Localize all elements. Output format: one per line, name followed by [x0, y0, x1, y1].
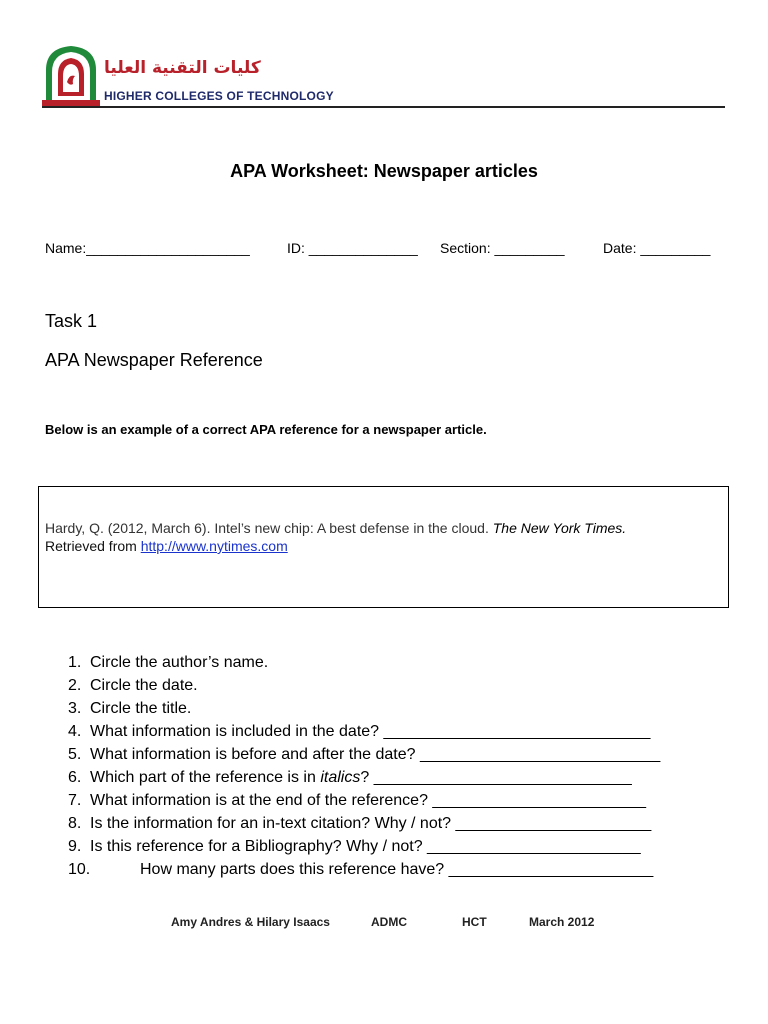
section-heading: APA Newspaper Reference — [45, 350, 263, 370]
task-heading: Task 1 — [45, 311, 98, 331]
reference-citation — [45, 520, 626, 536]
question-number: 3. — [68, 700, 82, 717]
footer-campus: ADMC — [371, 915, 407, 929]
question-item — [68, 700, 191, 718]
footer-date: March 2012 — [529, 915, 595, 929]
question-text: What information is before and after the date? ___________________________ — [90, 746, 661, 763]
date-field[interactable]: Date: _________ — [603, 240, 711, 256]
intro-text: Below is an example of a correct APA reference for a newspaper article. — [45, 422, 487, 437]
question-item — [68, 677, 198, 695]
question-item[interactable] — [68, 815, 651, 833]
question-text: Is this reference for a Bibliography? Why / not? ________________________ — [90, 838, 641, 855]
question-item[interactable] — [68, 723, 650, 741]
question-number: 6. — [68, 769, 82, 786]
footer-authors: Amy Andres & Hilary Isaacs — [171, 915, 330, 929]
question-number: 5. — [68, 746, 82, 763]
question-text: Circle the date. — [90, 677, 198, 694]
question-number: 4. — [68, 723, 82, 740]
question-text: Is the information for an in-text citation? Why / not? ______________________ — [90, 815, 652, 832]
question-item[interactable] — [68, 769, 632, 787]
question-number: 2. — [68, 677, 82, 694]
reference-link[interactable]: http://www.nytimes.com — [140, 538, 288, 554]
question-number: 1. — [68, 654, 82, 671]
footer-org: HCT — [462, 915, 487, 929]
question-text: What information is included in the date? ______________________________ — [90, 723, 651, 740]
question-text-post: ? _____________________________ — [360, 769, 632, 786]
question-number: 7. — [68, 792, 82, 809]
retrieved-label: Retrieved from — [45, 538, 141, 554]
question-italic-word: italics — [320, 769, 361, 786]
name-field[interactable]: Name:_____________________ — [45, 240, 250, 256]
question-item[interactable] — [68, 838, 641, 856]
reference-retrieval — [45, 538, 288, 554]
question-number: 9. — [68, 838, 82, 855]
institution-name: HIGHER COLLEGES OF TECHNOLOGY — [104, 89, 334, 103]
question-item[interactable] — [68, 746, 660, 764]
id-field[interactable]: ID: ______________ — [287, 240, 418, 256]
question-text-pre: Which part of the reference is in — [90, 769, 321, 786]
question-number: 8. — [68, 815, 82, 832]
question-text: What information is at the end of the reference? ________________________ — [90, 792, 646, 809]
question-text: Circle the title. — [90, 700, 192, 717]
question-text: Circle the author’s name. — [90, 654, 269, 671]
question-text: How many parts does this reference have? _______________________ — [140, 861, 654, 878]
worksheet-title: APA Worksheet: Newspaper articles — [230, 161, 538, 181]
section-field[interactable]: Section: _________ — [440, 240, 565, 256]
question-number: 10. — [68, 861, 91, 878]
hct-logo — [42, 44, 100, 106]
reference-source: The New York Times. — [492, 520, 627, 536]
institution-arabic-name: كليات التقنية العليا — [104, 58, 261, 78]
question-item — [68, 654, 268, 672]
reference-text: Hardy, Q. (2012, March 6). Intel’s new chip: A best defense in the cloud. — [45, 520, 493, 536]
question-item[interactable] — [68, 792, 646, 810]
question-item[interactable] — [68, 861, 653, 879]
header-divider — [42, 106, 725, 108]
